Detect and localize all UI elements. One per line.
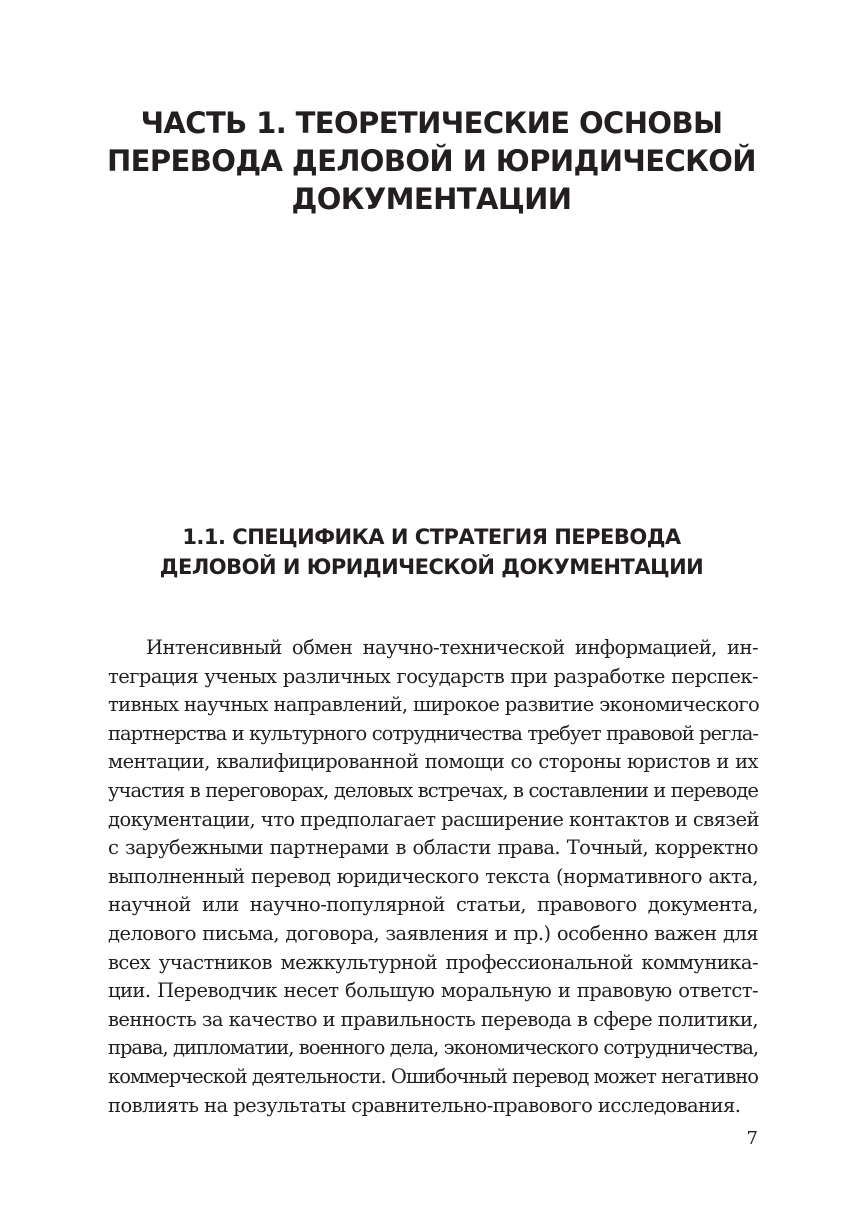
paragraph-line: научной или научно-популярной статьи, правового документа, [108,893,758,917]
paragraph-line: партнерства и культурного сотрудничества требует правовой регла- [108,721,758,745]
paragraph-line: теграция ученых различных государств при разработке перспек- [108,664,758,688]
body-paragraph [108,634,758,1120]
part-title-line: ДОКУМЕНТАЦИИ [291,182,572,216]
part-title [100,104,763,218]
paragraph-line: ции. Переводчик несет большую моральную и правовую ответст- [108,979,758,1003]
page-number: 7 [746,1128,758,1149]
paragraph-line: коммерческой деятельности. Ошибочный перевод может негативно [108,1064,758,1088]
paragraph-line: Интенсивный обмен научно-технической информацией, ин- [146,636,758,659]
paragraph-line: выполненный перевод юридического текста (нормативного акта, [108,864,758,888]
part-title-line: ПЕРЕВОДА ДЕЛОВОЙ И ЮРИДИЧЕСКОЙ [107,144,756,178]
paragraph-line: всех участников межкультурной профессиональной коммуника- [108,950,758,974]
section-title-line: ДЕЛОВОЙ И ЮРИДИЧЕСКОЙ ДОКУМЕНТАЦИИ [159,555,704,579]
section-title-line: 1.1. СПЕЦИФИКА И СТРАТЕГИЯ ПЕРЕВОДА [182,525,681,549]
paragraph-line: делового письма, договора, заявления и пр.) особенно важен для [108,921,758,945]
paragraph-line: участия в переговорах, деловых встречах, в составлении и переводе [108,778,758,802]
paragraph-line: тивных научных направлений, широкое развитие экономического [108,693,760,717]
paragraph-line: венность за качество и правильность перевода в сфере политики, [108,1007,759,1031]
paragraph-line: ментации, квалифицированной помощи со стороны юристов и их [108,750,758,774]
paragraph-line: документации, что предполагает расширение контактов и связей [108,807,759,831]
section-title [100,522,763,582]
paragraph-line: повлиять на результаты сравнительно-правового исследования. [108,1093,741,1117]
paragraph-line: с зарубежными партнерами в области права. Точный, корректно [108,836,758,860]
part-title-line: ЧАСТЬ 1. ТЕОРЕТИЧЕСКИЕ ОСНОВЫ [140,106,723,140]
paragraph-line: права, дипломатии, военного дела, экономического сотрудничества, [108,1036,758,1060]
